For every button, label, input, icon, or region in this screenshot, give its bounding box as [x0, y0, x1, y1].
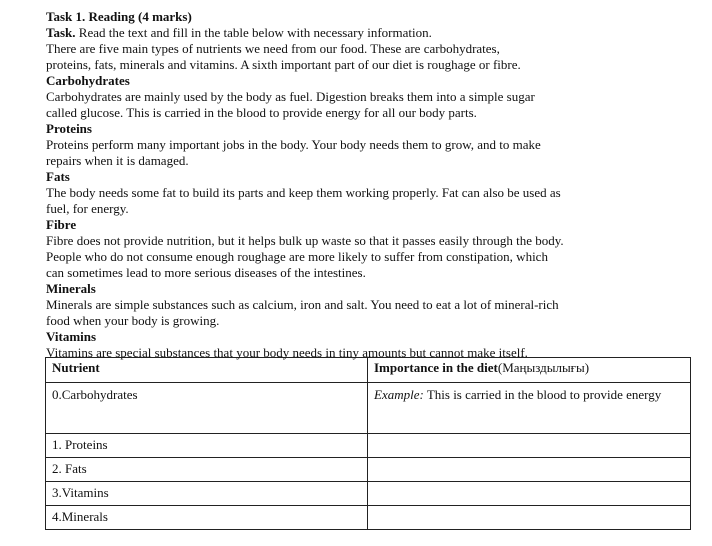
paragraph-line: called glucose. This is carried in the blood to provide energy for all our body parts. — [46, 105, 477, 120]
heading-minerals: Minerals — [46, 281, 96, 296]
header-importance-kz: (Маңыздылығы) — [497, 360, 590, 375]
task-title: Task 1. Reading (4 marks) — [46, 9, 192, 24]
reading-text — [46, 9, 696, 361]
importance-cell — [368, 383, 691, 434]
task-instruction — [46, 25, 696, 41]
nutrient-cell: 3.Vitamins — [46, 482, 368, 506]
heading-carbohydrates: Carbohydrates — [46, 73, 130, 88]
importance-answer-cell[interactable] — [368, 458, 691, 482]
paragraph-line: food when your body is growing. — [46, 313, 220, 328]
importance-answer-cell[interactable] — [368, 506, 691, 530]
intro-line: There are five main types of nutrients we need from our food. These are carbohydrates, — [46, 41, 500, 56]
nutrient-table — [45, 357, 691, 530]
header-importance — [368, 358, 691, 383]
instruction-label: Task. — [46, 25, 76, 40]
header-importance-en: Importance in the diet — [374, 360, 498, 375]
table-row — [46, 482, 691, 506]
nutrient-cell: 0.Carbohydrates — [46, 383, 368, 434]
paragraph-line: The body needs some fat to build its parts and keep them working properly. Fat can also be used as — [46, 185, 561, 200]
table-row — [46, 458, 691, 482]
paragraph-line: Carbohydrates are mainly used by the body as fuel. Digestion breaks them into a simple sugar — [46, 89, 535, 104]
heading-fats: Fats — [46, 169, 70, 184]
intro-line: proteins, fats, minerals and vitamins. A sixth important part of our diet is roughage or fibre. — [46, 57, 521, 72]
example-text: This is carried in the blood to provide energy — [423, 387, 662, 402]
heading-fibre: Fibre — [46, 217, 77, 232]
header-nutrient: Nutrient — [46, 358, 368, 383]
paragraph-line: fuel, for energy. — [46, 201, 129, 216]
paragraph-line: Minerals are simple substances such as calcium, iron and salt. You need to eat a lot of mineral-rich — [46, 297, 559, 312]
heading-vitamins: Vitamins — [46, 329, 97, 344]
paragraph-line: Fibre does not provide nutrition, but it helps bulk up waste so that it passes easily through the body. — [46, 233, 564, 248]
heading-proteins: Proteins — [46, 121, 92, 136]
importance-answer-cell[interactable] — [368, 482, 691, 506]
table-row — [46, 383, 691, 434]
paragraph-line: repairs when it is damaged. — [46, 153, 189, 168]
nutrient-cell: 4.Minerals — [46, 506, 368, 530]
table-header-row — [46, 358, 691, 383]
example-label: Example: — [374, 387, 424, 402]
paragraph-line: Proteins perform many important jobs in the body. Your body needs them to grow, and to make — [46, 137, 541, 152]
nutrient-cell: 1. Proteins — [46, 434, 368, 458]
nutrient-cell: 2. Fats — [46, 458, 368, 482]
paragraph-line: can sometimes lead to more serious diseases of the intestines. — [46, 265, 366, 280]
table-row — [46, 506, 691, 530]
importance-answer-cell[interactable] — [368, 434, 691, 458]
table-row — [46, 434, 691, 458]
paragraph-line: People who do not consume enough roughage are more likely to suffer from constipation, which — [46, 249, 548, 264]
paragraph-line: Vitamins are special substances that your body needs in tiny amounts but cannot make itself. — [46, 345, 528, 360]
instruction-text: Read the text and fill in the table below with necessary information. — [75, 25, 432, 40]
